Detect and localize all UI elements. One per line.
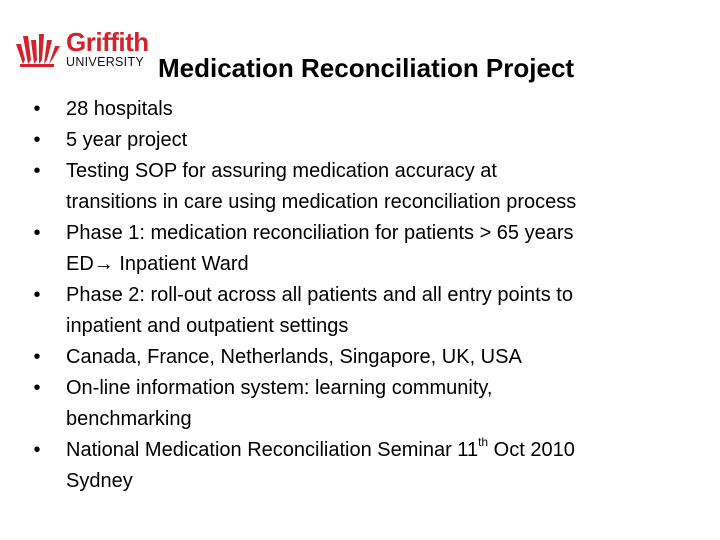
bullet-item bbox=[30, 125, 700, 156]
bullet-item bbox=[30, 94, 700, 125]
logo-wordmark: Griffith bbox=[66, 27, 149, 57]
bullet-text: Phase 2: roll-out across all patients and all entry points to bbox=[66, 284, 573, 306]
bullet-text-continued: ED→ Inpatient Ward bbox=[66, 253, 249, 275]
ordinal-suffix: th bbox=[478, 435, 489, 450]
slide-title: Medication Reconciliation Project bbox=[158, 53, 575, 83]
logo-subtext: UNIVERSITY bbox=[66, 55, 145, 69]
bullet-text bbox=[66, 435, 700, 466]
bullet-text: Phase 1: medication reconciliation for patients > 65 years bbox=[66, 222, 574, 244]
bullet-text: Canada, France, Netherlands, Singapore, UK, USA bbox=[66, 346, 522, 368]
bullet-text-continued: Sydney bbox=[66, 470, 133, 492]
bullet-item bbox=[30, 156, 700, 218]
griffith-university-logo bbox=[14, 28, 164, 78]
bullet-dot: • bbox=[33, 160, 41, 182]
griffith-flame-logo-icon bbox=[14, 30, 64, 70]
bullet-dot: • bbox=[33, 222, 41, 244]
bullet-dot: • bbox=[33, 346, 41, 368]
bullet-list bbox=[30, 94, 700, 497]
bullet-item bbox=[30, 280, 700, 342]
bullet-dot: • bbox=[33, 129, 41, 151]
bullet-text-continued: transitions in care using medication reconciliation process bbox=[66, 191, 577, 213]
bullet-item bbox=[30, 373, 700, 435]
bullet-dot: • bbox=[33, 284, 41, 306]
bullet-text-continued: benchmarking bbox=[66, 408, 192, 430]
bullet-dot: • bbox=[33, 439, 41, 461]
bullet-text: 5 year project bbox=[66, 129, 188, 151]
seminar-text: National Medication Reconciliation Seminar 11 bbox=[66, 439, 479, 461]
bullet-dot: • bbox=[33, 98, 41, 120]
bullet-text: On-line information system: learning community, bbox=[66, 377, 493, 399]
bullet-text: Testing SOP for assuring medication accuracy at bbox=[66, 160, 497, 182]
seminar-date: Oct 2010 bbox=[488, 439, 575, 461]
bullet-item bbox=[30, 218, 700, 280]
bullet-text: 28 hospitals bbox=[66, 98, 173, 120]
bullet-item bbox=[30, 435, 700, 497]
bullet-text-continued: inpatient and outpatient settings bbox=[66, 315, 349, 337]
bullet-item bbox=[30, 342, 700, 373]
bullet-dot: • bbox=[33, 377, 41, 399]
